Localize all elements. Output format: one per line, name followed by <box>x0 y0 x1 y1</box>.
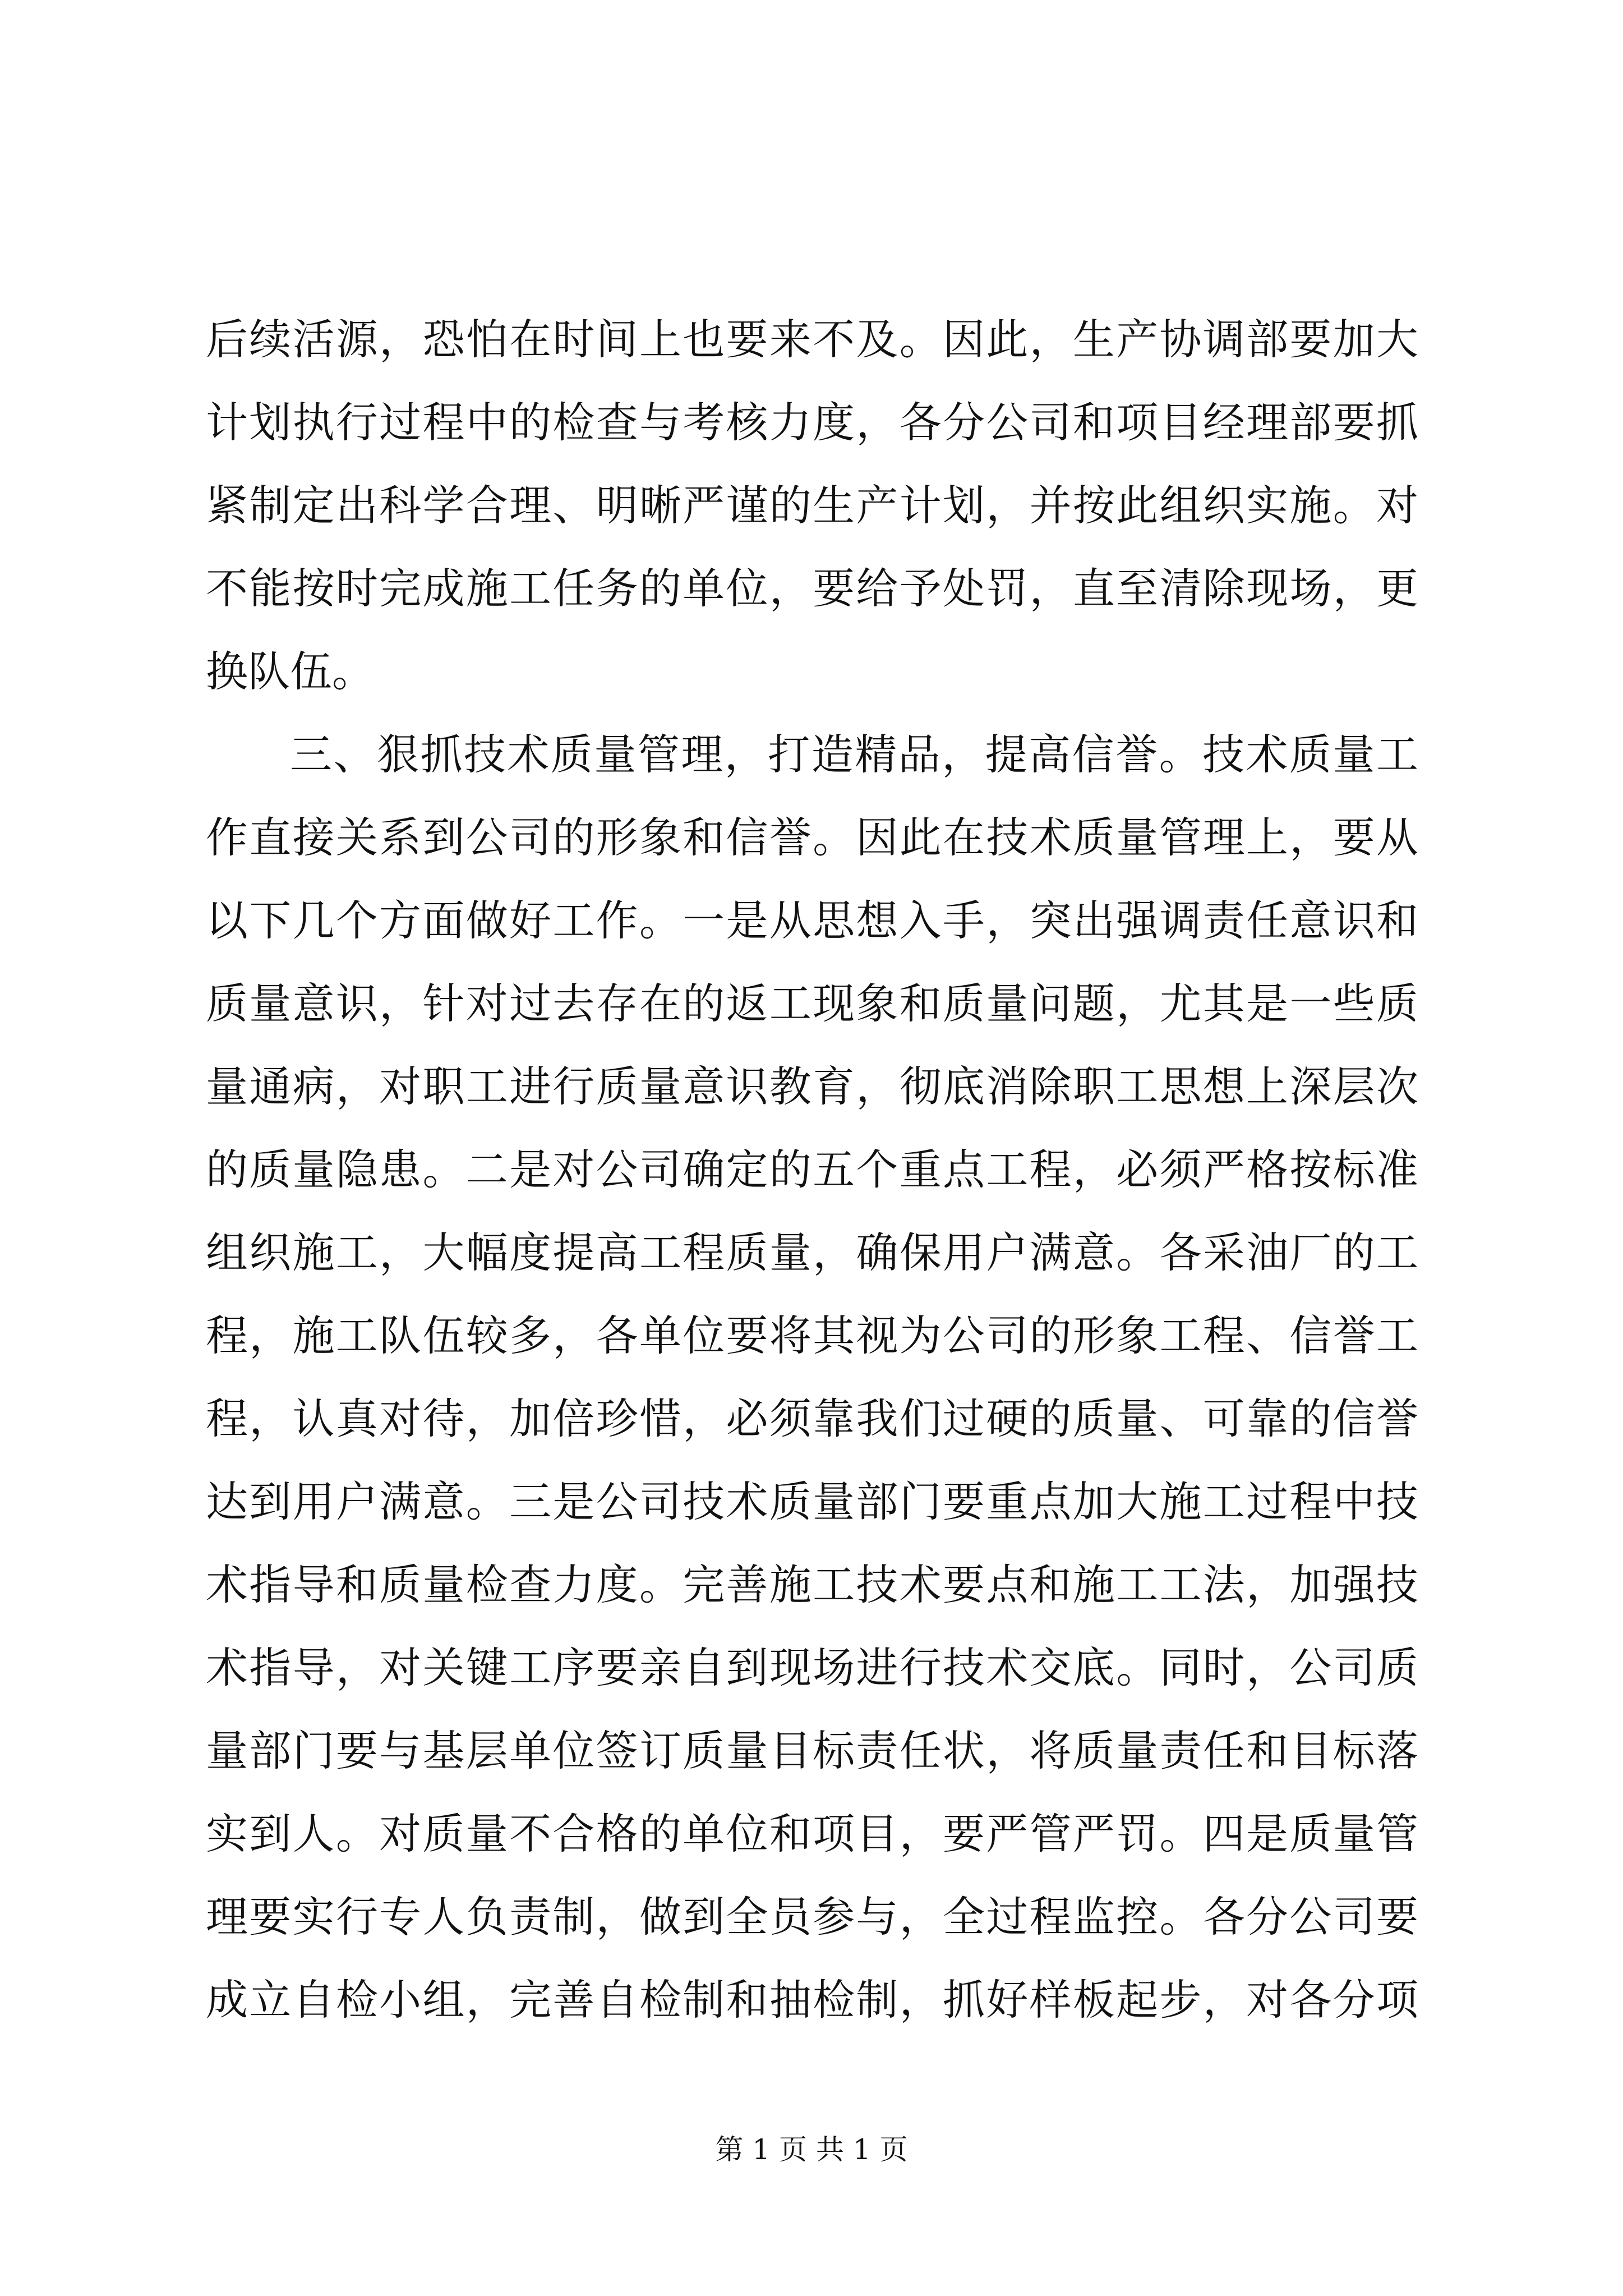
text-line: 术指导和质量检查力度。完善施工技术要点和施工工法，加强技 <box>206 1560 1418 1609</box>
text-line: 换队伍。 <box>206 647 375 696</box>
text-line: 理要实行专人负责制，做到全员参与，全过程监控。各分公司要 <box>206 1892 1418 1941</box>
text-line: 紧制定出科学合理、明晰严谨的生产计划，并按此组织实施。对 <box>206 481 1418 530</box>
paragraph <box>206 713 1418 2041</box>
text-line: 量部门要与基层单位签订质量目标责任状，将质量责任和目标落 <box>206 1726 1418 1775</box>
text-line: 以下几个方面做好工作。一是从思想入手，突出强调责任意识和 <box>206 896 1418 945</box>
text-line: 程，施工队伍较多，各单位要将其视为公司的形象工程、信誉工 <box>206 1311 1418 1360</box>
text-line: 量通病，对职工进行质量意识教育，彻底消除职工思想上深层次 <box>206 1062 1418 1111</box>
text-line: 不能按时完成施工任务的单位，要给予处罚，直至清除现场，更 <box>206 564 1418 613</box>
page-footer: 第 1 页 共 1 页 <box>715 2133 908 2166</box>
text-line: 程，认真对待，加倍珍惜，必须靠我们过硬的质量、可靠的信誉 <box>206 1394 1418 1443</box>
text-line: 作直接关系到公司的形象和信誉。因此在技术质量管理上，要从 <box>206 813 1418 862</box>
text-line: 达到用户满意。三是公司技术质量部门要重点加大施工过程中技 <box>206 1477 1418 1526</box>
text-line: 计划执行过程中的检查与考核力度，各分公司和项目经理部要抓 <box>206 398 1418 447</box>
text-line: 实到人。对质量不合格的单位和项目，要严管严罚。四是质量管 <box>206 1809 1418 1858</box>
text-line: 质量意识，针对过去存在的返工现象和质量问题，尤其是一些质 <box>206 979 1418 1028</box>
text-line: 术指导，对关键工序要亲自到现场进行技术交底。同时，公司质 <box>206 1643 1418 1692</box>
document-body <box>206 298 1418 2041</box>
paragraph <box>206 298 1418 713</box>
text-line: 三、狠抓技术质量管理，打造精品，提高信誉。技术质量工 <box>290 730 1418 779</box>
text-line: 的质量隐患。二是对公司确定的五个重点工程，必须严格按标准 <box>206 1145 1418 1194</box>
text-line: 后续活源，恐怕在时间上也要来不及。因此，生产协调部要加大 <box>206 315 1418 364</box>
text-line: 成立自检小组，完善自检制和抽检制，抓好样板起步，对各分项 <box>206 1975 1418 2024</box>
text-line: 组织施工，大幅度提高工程质量，确保用户满意。各采油厂的工 <box>206 1228 1418 1277</box>
